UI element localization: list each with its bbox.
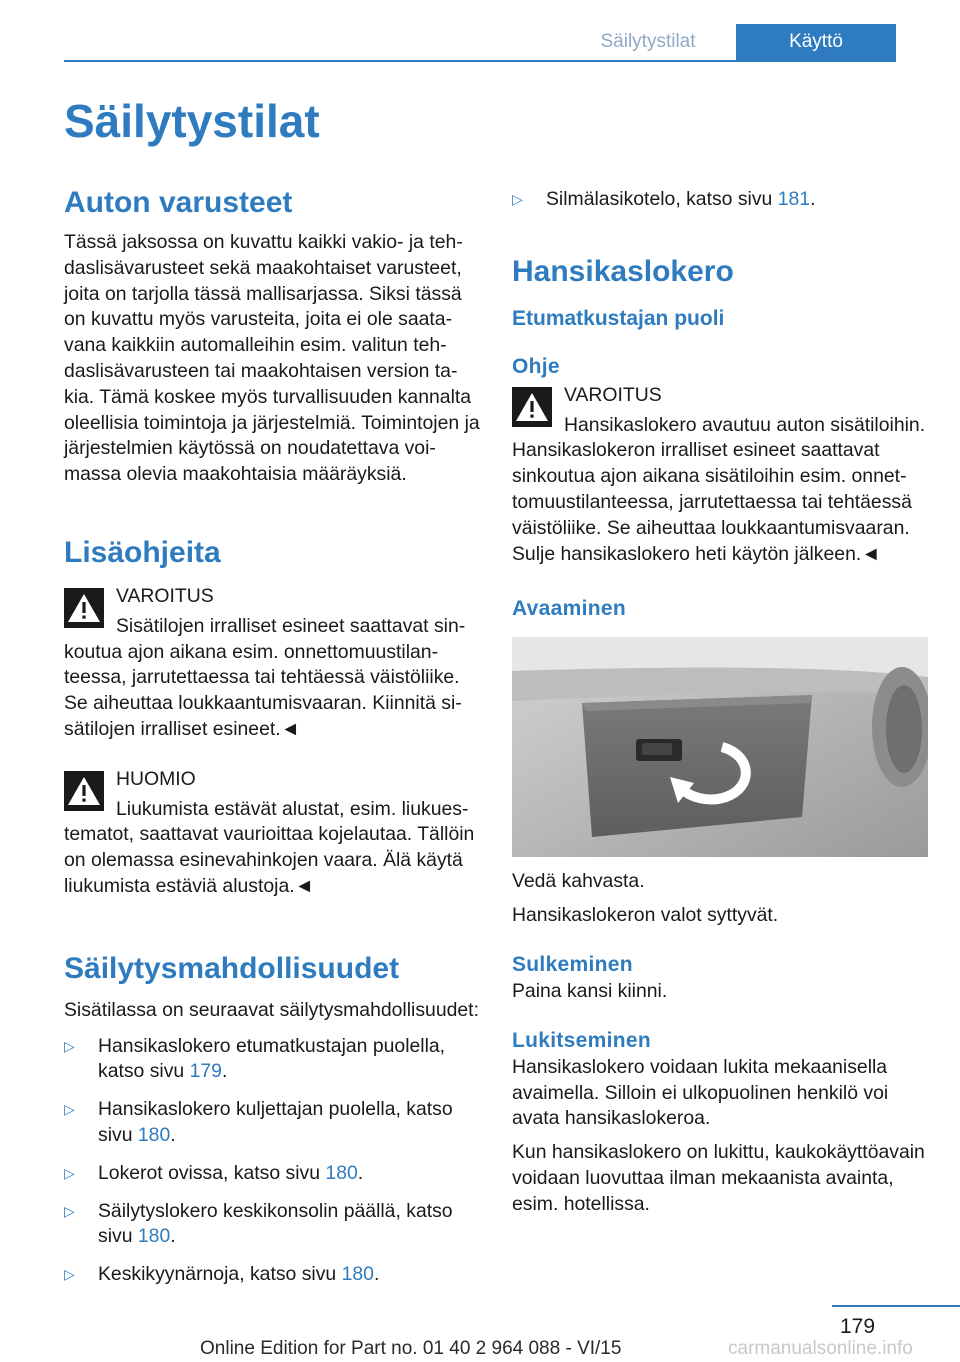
equipment-paragraph: Tässä jaksossa on kuvattu kaikki vakio- ja tehdaslisävarusteet sekä maakohtaiset varusteet, joita on tarjolla tässä mallisarjassa. Siksi tässä on kuvattu myös varusteita, joita ei ole saatavana kaikkiin automalleihin esim. valitun tehdaslisävarusteen tai maakohtaisen version takia. Tämä koskee myös turvallisuuden kannalta oleellisia toimintoja ja järjestelmiä. Toimintojen ja järjestelmien käytössä on noudatettava voimassa olevia maakohtaisia määräyksiä. <box>64 231 480 486</box>
warning-triangle-icon <box>64 771 104 811</box>
warning-block-loose-objects <box>64 584 480 743</box>
footer-rule <box>832 1305 960 1307</box>
storage-list <box>64 1034 480 1288</box>
notice-block-mats <box>64 767 480 900</box>
glovebox-photo <box>512 637 928 857</box>
storage-list-continued <box>512 187 928 213</box>
page-link[interactable]: 180 <box>137 1225 171 1248</box>
storage-intro: Sisätilassa on seuraavat säilytysmahdollisuudet: <box>64 998 479 1021</box>
heading-opening: Avaaminen <box>512 597 626 621</box>
heading-equipment: Auton varusteet <box>64 186 293 219</box>
watermark: carmanualsonline.info <box>728 1338 913 1359</box>
notice-title: HUOMIO <box>116 767 196 790</box>
warning-block-glovebox <box>512 383 928 568</box>
heading-note: Ohje <box>512 354 560 378</box>
heading-tips: Lisäohjeita <box>64 535 221 569</box>
closing-text: Paina kansi kiinni. <box>512 979 668 1002</box>
heading-locking: Lukitseminen <box>512 1028 651 1052</box>
list-item: ▷ Keskikyynärnoja, katso sivu 180. <box>64 1263 380 1286</box>
pull-handle-text: Vedä kahvasta. <box>512 870 645 893</box>
heading-passenger-side: Etumatkustajan puoli <box>512 306 725 330</box>
page-link[interactable]: 179 <box>189 1060 222 1083</box>
warning-triangle-icon <box>64 588 104 628</box>
page-link[interactable]: 180 <box>341 1263 374 1286</box>
list-item: ▷ Säilytyslokero keskikonsolin päällä, katso sivu 180. <box>64 1199 453 1248</box>
list-item: ▷ Hansikaslokero etumatkustajan puolella, katso sivu 179. <box>64 1034 446 1083</box>
header-chapter-tab: Käyttö <box>736 24 896 60</box>
page-link[interactable]: 181 <box>777 188 811 210</box>
locking-text-1: Hansikaslokero voidaan lukita mekaanisella avaimella. Silloin ei ulkopuolinen henkilö voi avata hansikaslokeroa. <box>512 1055 889 1130</box>
left-column <box>64 180 480 1300</box>
warning-text: Hansikaslokero avautuu auton sisätiloihin. Hansikaslokeron irralliset esineet saattavat sinkoutua ajon aikana sisätiloihin esim. onnettomuustilanteessa, jarrutettaessa tai tehtäessä väistöliike. Se aiheuttaa loukkaantumisvaaran. Sulje hansikaslokero heti käytön jälkeen.◄ <box>512 413 926 565</box>
notice-text: Liukumista estävät alustat, esim. liukuestematot, saattavat vaurioittaa kojelautaa. Tällöin on olemassa esinevahinkojen vaara. Älä käytä liukumista estäviä alustoja.◄ <box>64 797 475 897</box>
list-item: ▷ Hansikaslokero kuljettajan puolella, katso sivu 180. <box>64 1098 453 1146</box>
glovebox-illustration <box>512 637 928 857</box>
heading-closing: Sulkeminen <box>512 952 633 976</box>
header-section-label: Säilytystilat <box>600 31 696 52</box>
warning-triangle-icon <box>512 387 552 427</box>
warning-title: VAROITUS <box>564 383 662 406</box>
page-number: 179 <box>840 1315 876 1338</box>
page-title: Säilytystilat <box>64 95 320 147</box>
page-link[interactable]: 180 <box>137 1123 171 1146</box>
heading-storage: Säilytysmahdollisuudet <box>64 951 400 985</box>
list-item: ▷ Lokerot ovissa, katso sivu 180. <box>64 1161 364 1184</box>
warning-title: VAROITUS <box>116 584 214 607</box>
edition-label: Online Edition for Part no. 01 40 2 964 088 - VI/15 <box>200 1338 622 1359</box>
list-item: ▷ Silmälasikotelo, katso sivu 181. <box>512 188 816 210</box>
lights-text: Hansikaslokeron valot syttyvät. <box>512 904 779 927</box>
heading-glovebox: Hansikaslokero <box>512 254 734 288</box>
page-link[interactable]: 180 <box>325 1161 358 1184</box>
header-rule <box>64 60 896 62</box>
locking-text-2: Kun hansikaslokero on lukittu, kaukokäyttöavain voidaan luovuttaa ilman mekaanista avainta, esim. hotellissa. <box>512 1141 925 1215</box>
warning-text: Sisätilojen irralliset esineet saattavat sinkoutua ajon aikana esim. onnettomuustilanteessa, jarrutettaessa tai tehtäessä väistöliike. Se aiheuttaa loukkaantumisvaaran. Kiinnitä sisätilojen irralliset esineet.◄ <box>64 614 466 740</box>
right-column <box>512 180 928 1218</box>
